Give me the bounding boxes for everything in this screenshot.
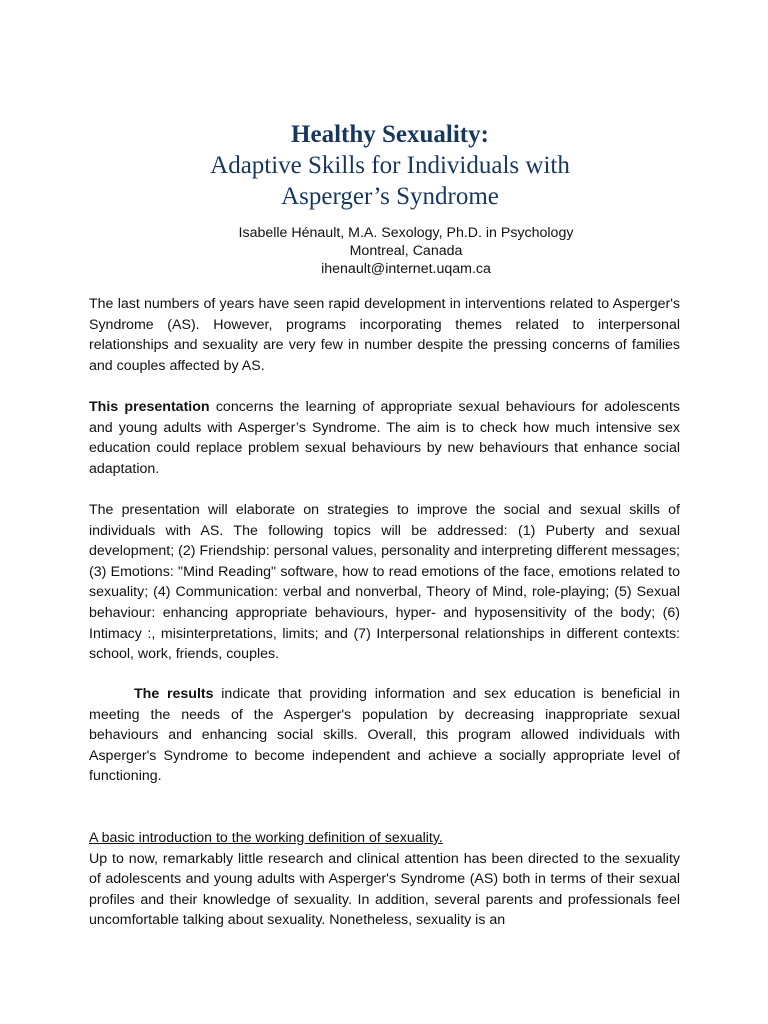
author-location: Montreal, Canada <box>349 243 463 259</box>
paragraph-topics-text: The presentation will elaborate on strategies to improve the social and sexual skills of individuals with AS. The following topics will be addressed: (1) Puberty and sexual development; (2) Friendship: personal values, personality and interpreting different messages; (3) Emotions: "Mind Reading" software, how to read emotions of the face, emotions related to sexuality; (4) Communication: verbal and nonverbal, Theory of Mind, role-playing; (5) Sexual behaviour: enhancing appropriate behaviours, hyper- and hyposensitivity of the body; (6) Intimacy :, misinterpretations, limits; and (7) Interpersonal relationships in different contexts: school, work, friends, couples. <box>89 502 680 663</box>
paragraph-definition-text: Up to now, remarkably little research and clinical attention has been directed to the sexuality of adolescents and young adults with Asperger's Syndrome (AS) both in terms of their sexual profiles and their knowledge of sexuality. In addition, several parents and professionals feel uncomfortable talking about sexuality. Nonetheless, sexuality is an <box>89 850 680 929</box>
paragraph-results-lead: The results <box>134 686 214 702</box>
title-block <box>0 120 768 212</box>
section-sexuality-definition <box>89 828 680 931</box>
author-name: Isabelle Hénault, M.A. Sexology, Ph.D. in Psychology <box>238 225 574 241</box>
paragraph-results-text <box>89 684 680 787</box>
section-heading: A basic introduction to the working definition of sexuality. <box>89 830 443 846</box>
document-subtitle-line-2: Asperger’s Syndrome <box>281 183 499 210</box>
document-title: Healthy Sexuality: <box>291 121 489 148</box>
paragraph-intro-text: The last numbers of years have seen rapid development in interventions related to Asperger's Syndrome (AS). However, programs incorporating themes related to interpersonal relationships and sexuality are very few in number despite the pressing concerns of families and couples affected by AS. <box>89 296 680 374</box>
paragraph-presentation-body: concerns the learning of appropriate sexual behaviours for adolescents and young adults with Asperger’s Syndrome. The aim is to check how much intensive sex education could replace problem sexual behaviours by new behaviours that enhance social adaptation. <box>89 399 681 477</box>
paragraph-topics <box>89 500 680 665</box>
author-email: ihenault@internet.uqam.ca <box>321 261 491 277</box>
paragraph-results-body: indicate that providing information and sex education is beneficial in meeting the needs of the Asperger's population by decreasing inappropriate sexual behaviours and enhancing social skills. Overall, this program allowed individuals with Asperger's Syndrome to become independent and achieve a socially appropriate level of functioning. <box>89 686 680 785</box>
paragraph-presentation-lead: This presentation <box>89 399 210 415</box>
paragraph-results <box>89 684 680 787</box>
author-block <box>0 224 768 278</box>
document-subtitle-line-1: Adaptive Skills for Individuals with <box>210 152 570 179</box>
paragraph-presentation-text <box>89 397 680 479</box>
paragraph-intro <box>89 294 680 376</box>
paragraph-presentation <box>89 397 680 479</box>
